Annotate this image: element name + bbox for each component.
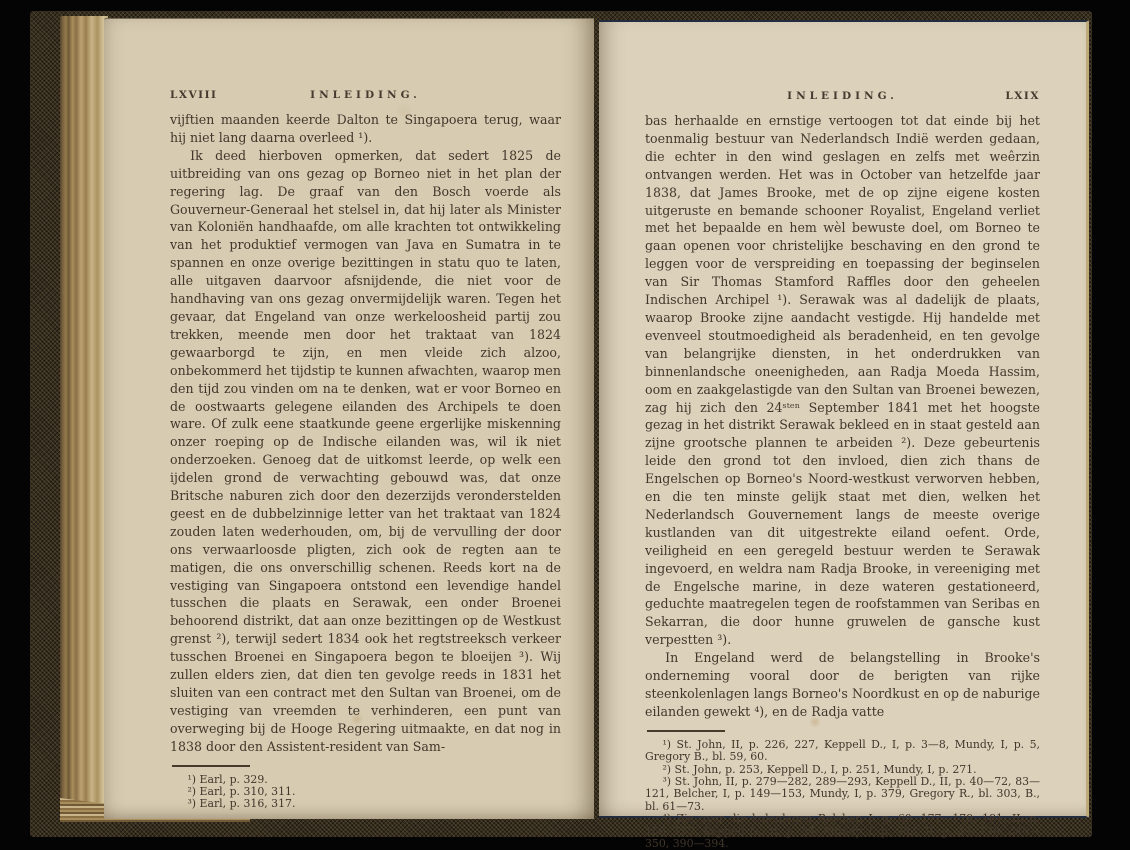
footnote: ²) Earl, p. 310, 311. — [187, 785, 296, 799]
left-page-content — [104, 19, 594, 819]
footnote: ³) St. John, II, p. 279—282, 289—293, Keppell D., II, p. 40—72, 83—121, Belcher, I, p. 149—153, Mundy, I, p. 379, Gregory R., bl. 303, B., bl. 61—73. — [645, 775, 1040, 813]
footnote: ²) St. John, p. 253, Keppell D., I, p. 251, Mundy, I, p. 271. — [662, 762, 977, 776]
footnote: ¹) Earl, p. 329. — [187, 772, 268, 786]
left-footnote-block — [170, 765, 561, 811]
left-page-number: LXVIII — [170, 89, 218, 101]
right-footnotes — [645, 739, 1040, 850]
page-edges-left — [60, 16, 108, 818]
left-page-header — [170, 89, 561, 101]
left-page — [104, 18, 594, 819]
footnote: ¹) St. John, II, p. 226, 227, Keppell D., I, p. 3—8, Mundy, I, p. 5, Gregory B., bl. 59, 60. — [645, 737, 1040, 764]
right-page-number: LXIX — [1005, 90, 1040, 102]
paragraph: Ik deed hierboven opmerken, dat sedert 1825 de uitbreiding van ons gezag op Borneo niet in het plan der regering lag. De graaf van den Bosch voerde als Gouverneur-Generaal het stelsel in, dat hij later als Minister van Koloniën handhaafde, om alle krachten tot ontwikkeling van het produktief vermogen van Java en Sumatra in te spannen en onze overige bezittingen in statu quo te laten, alle uitgaven daarvoor afsnijdende, die niet voor de handhaving van ons gezag onvermijdelijk waren. Tegen het gevaar, dat Engeland van onze werkeloosheid partij zou trekken, meende men door het traktaat van 1824 gewaarborgd te zijn, en men vleide zich alzoo, onbekommerd het tijdstip te kunnen afwachten, waarop men den tijd zou vinden om na te denken, wat er voor Borneo en de oostwaarts gelegene eilanden des Archipels te doen ware. Of zulk eene staatkunde geene ergerlijke miskenning onzer roeping op de Indische eilanden was, wil ik niet onderzoeken. Genoeg dat de uitkomst leerde, op welk een ijdelen grond de verwachting gebouwd was, dat onze Britsche naburen zich door den dezerzijds veronderstelden geest en de dubbelzinnige letter van het traktaat van 1824 zouden laten wederhouden, om, bij de vervulling der door ons verwaarloosde pligten, zich ook de regten aan te matigen, die ons onverschillig schenen. Reeds kort na de vestiging van Singapoera ontstond een levendige handel tusschen die plaats en Serawak, een onder Broenei behoorend distrikt, dat aan onze bezittingen op de Westkust grenst ²), terwijl sedert 1834 ook het regtstreeksch verkeer tusschen Broenei en Singapoera begon te bloeijen ³). Wij zullen elders zien, dat dien ten gevolge reeds in 1831 het sluiten van een contract met den Sultan van Broenei, om de vestiging van vreemden te verhinderen, een punt van overweging bij de Hooge Regering uitmaakte, en dat nog in 1838 door den Assistent-resident van Sam- — [170, 147, 561, 754]
right-page-header — [645, 90, 1040, 102]
left-page-body — [170, 111, 561, 756]
footnote: ⁴) Zie over die kolenlagen Belcher, I, p. 60, 177—179, 181, II, p. 156, 157, Keppell D., II, p. 84, Mundy, I, p. 383, II, p. 23, 176, 346—350, 390—394. — [645, 812, 1040, 850]
right-page — [599, 20, 1089, 850]
right-footnote-block — [645, 730, 1040, 850]
right-page-content — [599, 22, 1086, 850]
footnote-rule — [647, 730, 725, 732]
right-running-title: INLEIDING. — [787, 90, 898, 102]
paragraph: In Engeland werd de belangstelling in Brooke's onderneming vooral door de berigten van rijke steenkolenlagen langs Borneo's Noordkust en op de naburige eilanden gewekt ⁴), en de Radja vatte — [645, 650, 1040, 719]
footnote-rule — [172, 765, 250, 767]
paragraph: bas herhaalde en ernstige vertoogen tot dat einde bij het toenmalig bestuur van Nederlandsch Indië werden gedaan, die echter in den wind geslagen en zelfs met weêrzin ontvangen werden. Het was in October van hetzelfde jaar 1838, dat James Brooke, met de op zijne eigene kosten uitgeruste en bemande schooner Royalist, Engeland verliet met het bepaalde en hem wèl bewuste doel, om Borneo te gaan openen voor christelijke beschaving en den grond te leggen voor de verspreiding en toepassing der beginselen van Sir Thomas Stamford Raffles door den geheelen Indischen Archipel ¹). Serawak was al dadelijk de plaats, waarop Brooke zijne aandacht vestigde. Hij handelde met evenveel stoutmoedigheid als beradenheid, en ten gevolge van belangrijke diensten, in het onderdrukken van binnenlandsche oneenigheden, aan Radja Moeda Hassim, oom en zaakgelastigde van den Sultan van Broenei bewezen, zag hij zich den 24ˢᵗᵉⁿ September 1841 met het hoogste gezag in het distrikt Serawak bekleed en in staat gesteld aan zijne grootsche plannen te arbeiden ²). Deze gebeurtenis leide den grond tot den invloed, dien zich thans de Engelschen op Borneo's Noord-westkust verworven hebben, en die ten minste gelijk staat met dien, welken het Nederlandsch Gouvernement langs de meeste overige kustlanden van dit uitgestrekte eiland oefent. Orde, veiligheid en een geregeld bestuur werden te Serawak ingevoerd, en weldra nam Radja Brooke, in vereeniging met de Engelsche marine, in deze wateren gestationeerd, geduchte maatregelen tegen de roofstammen van Seribas en Sekarran, die door hunne gruwelen de gansche kust verpestten ³). — [645, 113, 1040, 648]
right-page-body — [645, 112, 1040, 721]
left-running-title: INLEIDING. — [310, 89, 421, 101]
footnote: ³) Earl, p. 316, 317. — [187, 797, 296, 811]
left-footnotes — [170, 774, 561, 811]
paragraph: vijftien maanden keerde Dalton te Singapoera terug, waar hij niet lang daarna overleed ¹). — [170, 112, 561, 145]
